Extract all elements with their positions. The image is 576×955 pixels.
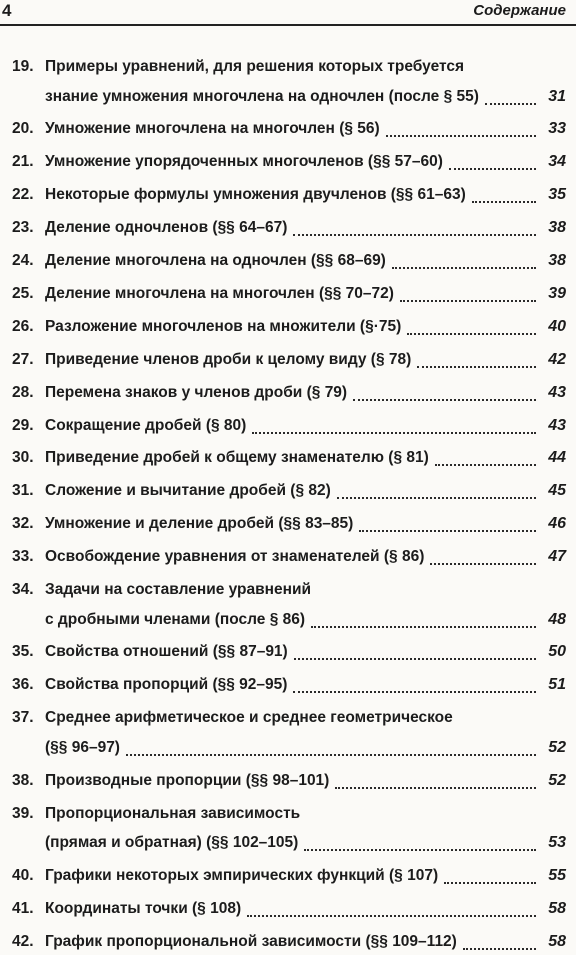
toc-entry-line <box>45 58 566 80</box>
toc-entry-page: 55 <box>548 866 566 884</box>
toc-entry-number: 21. <box>12 153 34 171</box>
toc-entry-line <box>45 252 566 274</box>
dot-leader <box>311 626 536 628</box>
toc-entry-number: 25. <box>12 284 34 302</box>
toc-entry-page: 52 <box>548 771 566 789</box>
dot-leader <box>449 168 536 170</box>
toc-entry-number: 19. <box>12 58 34 75</box>
toc-entry-number: 27. <box>12 350 34 368</box>
toc-entry-page: 47 <box>548 548 566 566</box>
dot-leader <box>335 787 536 789</box>
toc-entry-page: 31 <box>548 87 566 105</box>
toc-entry-title: Некоторые формулы умножения двучленов (§§ 61–63) <box>45 186 466 204</box>
toc-entry-title: Сокращение дробей (§ 80) <box>45 416 247 434</box>
toc-entry-line <box>45 867 566 889</box>
toc-entry-page: 51 <box>548 676 566 694</box>
toc-entry-title: Приведение членов дроби к целому виду (§ 78) <box>45 350 412 368</box>
toc-entry-title: Умножение упорядоченных многочленов (§§ 57–60) <box>45 153 443 171</box>
toc-entry-page: 38 <box>548 219 566 237</box>
toc-entry-page: 43 <box>548 416 566 434</box>
toc-entry-title: График пропорциональной зависимости (§§ 109–112) <box>45 932 457 950</box>
toc-entry-line <box>45 449 566 471</box>
dot-leader <box>400 300 536 302</box>
page-number: 4 <box>2 1 12 20</box>
toc-entry-number: 29. <box>12 416 34 434</box>
toc-entry-title: Пропорциональная зависимость <box>45 804 301 822</box>
toc-entry-number: 28. <box>12 383 34 401</box>
toc-entry-page: 53 <box>548 834 566 851</box>
toc-entry-line <box>45 88 566 110</box>
toc-entry-page: 46 <box>548 515 566 533</box>
dot-leader <box>407 333 536 335</box>
toc-entry-page: 42 <box>548 350 566 368</box>
toc-entry-page: 40 <box>548 317 566 335</box>
toc-entry-title: Среднее арифметическое и среднее геометрическое <box>45 709 453 727</box>
dot-leader <box>485 103 536 105</box>
toc-entry-line <box>45 643 566 665</box>
dot-leader <box>293 234 536 236</box>
toc-entry-line <box>45 318 566 340</box>
dot-leader <box>430 563 536 565</box>
toc-entry-title: Сложение и вычитание дробей (§ 82) <box>45 482 331 500</box>
dot-leader <box>417 366 536 368</box>
toc-entry-number: 42. <box>12 932 34 950</box>
toc-entry-number: 30. <box>12 449 34 467</box>
toc-entry-line <box>45 834 566 856</box>
toc-entry-title: Разложение многочленов на множители (§·75) <box>45 317 402 335</box>
toc-entry-number: 32. <box>12 515 34 533</box>
toc-entry-number: 37. <box>12 709 34 727</box>
toc-entry-line <box>45 384 566 406</box>
toc-entry-title: Графики некоторых эмпирических функций (§ 107) <box>45 866 439 884</box>
toc-entry-title: Производные пропорции (§§ 98–101) <box>45 771 330 789</box>
toc-entry-title: Приведение дробей к общему знаменателю (§ 81) <box>45 449 429 467</box>
toc-entry-title: Деление одночленов (§§ 64–67) <box>45 219 288 237</box>
toc-entry-line <box>45 153 566 175</box>
toc-entry-page: 33 <box>548 120 566 138</box>
toc-entry-page: 44 <box>548 449 566 467</box>
toc-entry-title: Деление многочлена на многочлен (§§ 70–72) <box>45 284 394 302</box>
toc-entry-number: 41. <box>12 899 34 917</box>
toc-entry-line <box>45 285 566 307</box>
toc-entry-number: 34. <box>12 581 34 598</box>
toc-entry-line <box>45 933 566 955</box>
toc-entry-page: 52 <box>548 738 566 756</box>
toc-entry-number: 24. <box>12 252 34 269</box>
toc-entry-line <box>45 120 566 142</box>
toc-entry-title: (§§ 96–97) <box>45 738 120 756</box>
dot-leader <box>359 530 536 532</box>
toc-entry-line <box>45 739 566 761</box>
toc-entry-number: 23. <box>12 219 34 237</box>
toc-entry-line <box>45 709 566 731</box>
toc-entry-line <box>45 186 566 208</box>
dot-leader <box>463 948 536 950</box>
toc-entry-number: 31. <box>12 482 34 500</box>
toc-entry-line <box>45 219 566 241</box>
toc-entry-line <box>45 482 566 504</box>
dot-leader <box>386 135 536 137</box>
toc-entry-title: Умножение и деление дробей (§§ 83–85) <box>45 515 354 533</box>
toc-entry-title: знание умножения многочлена на одночлен (после § 55) <box>45 87 479 105</box>
dot-leader <box>444 882 536 884</box>
toc-entry-page: 58 <box>548 932 566 950</box>
toc-entry-number: 39. <box>12 804 34 822</box>
dot-leader <box>252 432 536 434</box>
dot-leader <box>294 658 536 660</box>
toc-entry-line <box>45 548 566 570</box>
toc-entry-number: 35. <box>12 643 34 661</box>
toc-entry-line <box>45 351 566 373</box>
toc-entry-page: 45 <box>548 482 566 500</box>
toc-entry-number: 38. <box>12 771 34 789</box>
toc-entry-line <box>45 676 566 698</box>
dot-leader <box>392 267 536 269</box>
dot-leader <box>247 915 536 917</box>
running-head: Содержание <box>473 2 566 19</box>
dot-leader <box>304 849 536 851</box>
toc-entry-title: Свойства пропорций (§§ 92–95) <box>45 676 288 694</box>
toc-entry-title: (прямая и обратная) (§§ 102–105) <box>45 834 299 851</box>
dot-leader <box>472 201 536 203</box>
toc-entry-title: Задачи на составление уравнений <box>45 581 312 598</box>
toc-entry-line <box>45 417 566 439</box>
toc-entry-number: 40. <box>12 866 34 884</box>
toc-entry-title: Свойства отношений (§§ 87–91) <box>45 643 288 661</box>
toc-entry-page: 39 <box>548 284 566 302</box>
toc-entry-number: 26. <box>12 317 34 335</box>
toc-entry-page: 58 <box>548 899 566 917</box>
toc-entry-line <box>45 805 566 827</box>
dot-leader <box>337 497 536 499</box>
toc-entry-number: 22. <box>12 186 34 204</box>
toc-entry-line <box>45 515 566 537</box>
toc-entry-title: Перемена знаков у членов дроби (§ 79) <box>45 383 348 401</box>
toc-entry-page: 43 <box>548 383 566 401</box>
toc-entry-title: Деление многочлена на одночлен (§§ 68–69) <box>45 252 386 269</box>
toc-entry-number: 33. <box>12 548 34 566</box>
toc-entry-line <box>45 581 566 603</box>
toc-entry-line <box>45 772 566 794</box>
toc-entry-page: 35 <box>548 186 566 204</box>
toc-entry-number: 36. <box>12 676 34 694</box>
toc-entry-page: 48 <box>548 610 566 628</box>
dot-leader <box>126 754 536 756</box>
toc-entry-page: 38 <box>548 252 566 269</box>
toc-entry-page: 50 <box>548 643 566 661</box>
toc-entry-line <box>45 611 566 633</box>
dot-leader <box>353 399 536 401</box>
toc-entry-title: Освобождение уравнения от знаменателей (§ 86) <box>45 548 425 566</box>
toc-entry-line <box>45 900 566 922</box>
toc-entry-title: Примеры уравнений, для решения которых требуется <box>45 58 465 75</box>
toc-entry-title: Умножение многочлена на многочлен (§ 56) <box>45 120 380 138</box>
toc-entry-page: 34 <box>548 153 566 171</box>
dot-leader <box>293 691 536 693</box>
toc-entry-title: с дробными членами (после § 86) <box>45 610 306 628</box>
toc-entry-title: Координаты точки (§ 108) <box>45 899 242 917</box>
dot-leader <box>435 464 536 466</box>
toc-entry-number: 20. <box>12 120 34 138</box>
